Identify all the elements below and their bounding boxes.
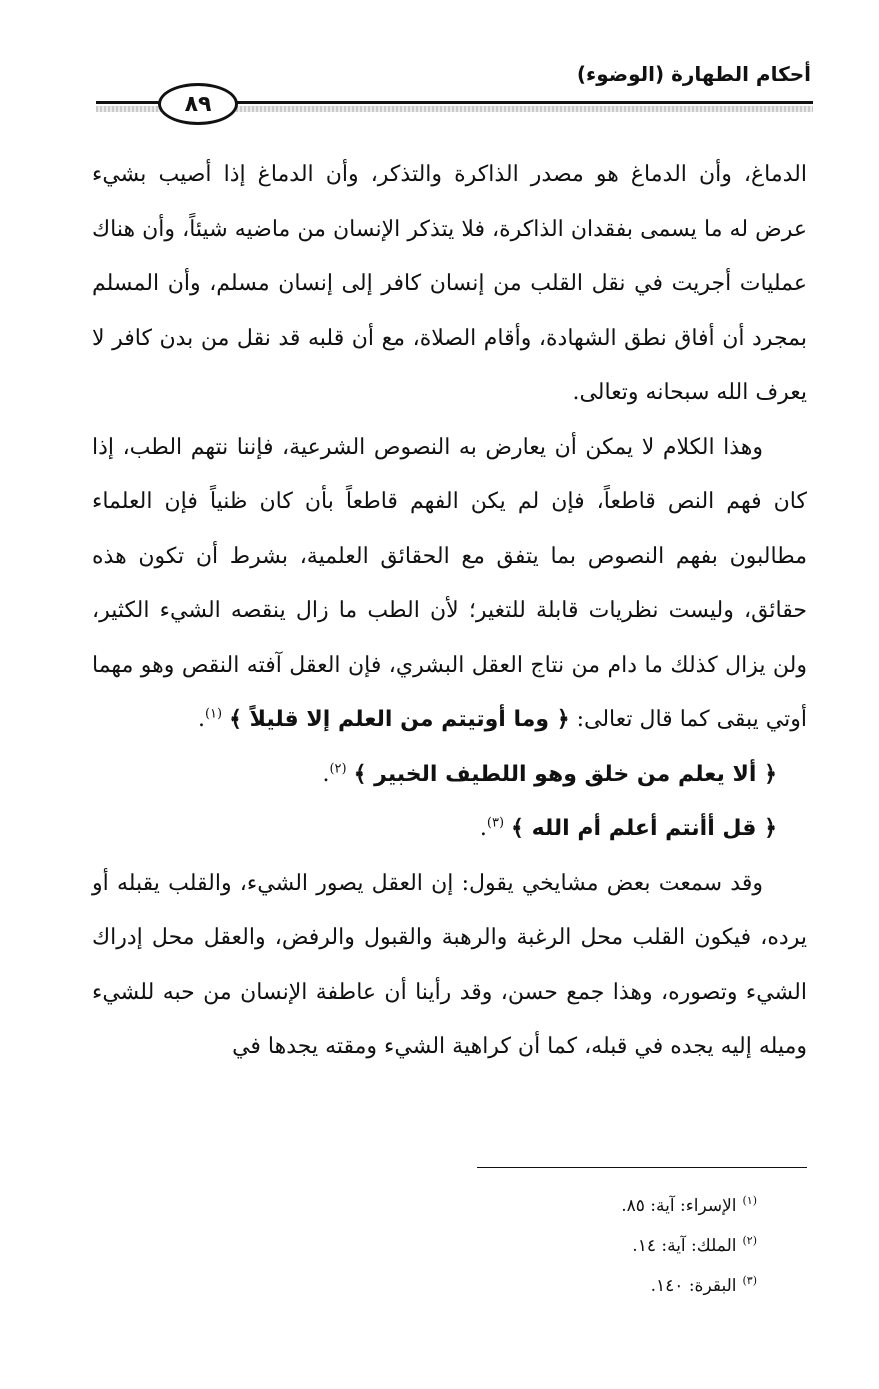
quran-verse-3: ﴿ قل أأنتم أعلم أم الله ﴾ [511,816,777,841]
footnote-ref-1: (١) [204,706,223,722]
paragraph-3: وقد سمعت بعض مشايخي يقول: إن العقل يصور الشيء، والقلب يقبله أو يرده، فيكون القلب محل الرغبة والرهبة والقبول والرفض، والعقل محل إدراك الشيء وتصوره، وهذا جمع حسن، وقد رأينا أن عاطفة الإنسان من حبه للشيء وميله إليه يجده في قبله، كما أن كراهية الشيء ومقته يجدها في [92,870,807,1059]
quran-verse-2: ﴿ ألا يعلم من خلق وهو اللطيف الخبير ﴾ [353,761,777,787]
footnote-2-text: الملك: آية: ١٤. [632,1236,737,1256]
paragraph-2-text: وهذا الكلام لا يمكن أن يعارض به النصوص الشرعية، فإننا نتهم الطب، إذا كان فهم النص قاطعاً، فإن لم يكن الفهم قاطعاً بأن كان ظنياً فإن العلماء مطالبون بفهم النصوص بما يتفق مع الحقائق العلمية، بشرط أن تكون هذه حقائق، وليست نظريات قابلة للتغير؛ لأن الطب ما زال ينقصه الشيء الكثير، ولن يزال كذلك ما دام من نتاج العقل البشري، فإن العقل آفته النقص وهو مهما أوتي يبقى كما قال تعالى: [92,434,807,732]
footnotes [621,1186,757,1306]
paragraph-2: وهذا الكلام لا يمكن أن يعارض به النصوص الشرعية، فإننا نتهم الطب، إذا كان فهم النص قاطعاً، فإن لم يكن الفهم قاطعاً بأن كان ظنياً فإن العلماء مطالبون بفهم النصوص بما يتفق مع الحقائق العلمية، بشرط أن تكون هذه حقائق، وليست نظريات قابلة للتغير؛ لأن الطب ما زال ينقصه الشيء الكثير، ولن يزال كذلك ما دام من نتاج العقل البشري، فإن العقل آفته النقص وهو مهما أوتي يبقى كما قال تعالى: ﴿ وما أوتيتم من العلم إلا قليلاً ﴾ $^{(١)}$. [92,434,807,732]
quran-verse-1: ﴿ وما أوتيتم من العلم إلا قليلاً ﴾ [229,707,570,732]
footnote-ref-3: (٣) [486,815,505,831]
footnote-3-text: البقرة: ١٤٠. [650,1276,737,1296]
main-text [92,148,807,1075]
footnote-1 [621,1186,757,1226]
footnote-ref-2: (٢) [329,761,347,777]
verse-line-2: ﴿ ألا يعلم من خلق وهو اللطيف الخبير ﴾ $^{(٢)}$. [322,761,777,787]
verse-line-3: ﴿ قل أأنتم أعلم أم الله ﴾ $^{(٣)}$. [479,815,777,841]
footnote-3-number: (٣) [742,1274,757,1288]
footnote-separator [477,1167,807,1168]
footnote-3 [621,1266,757,1306]
running-header-title: أحكام الطهارة (الوضوء) [576,62,811,86]
paragraph-1: الدماغ، وأن الدماغ هو مصدر الذاكرة والتذكر، وأن الدماغ إذا أصيب بشيء عرض له ما يسمى بفقدان الذاكرة، فلا يتذكر الإنسان من ماضيه شيئاً، وأن هناك عمليات أجريت في نقل القلب من إنسان كافر إلى إنسان مسلم، وأن المسلم بمجرد أن أفاق نطق الشهادة، وأقام الصلاة، مع أن قلبه قد نقل من بدن كافر لا يعرف الله سبحانه وتعالى. [92,162,807,405]
page-number: ٨٩ [158,83,238,125]
footnote-2 [621,1226,757,1266]
footnote-1-text: الإسراء: آية: ٨٥. [621,1196,737,1216]
footnote-2-number: (٢) [742,1234,757,1248]
footnote-1-number: (١) [742,1194,757,1208]
